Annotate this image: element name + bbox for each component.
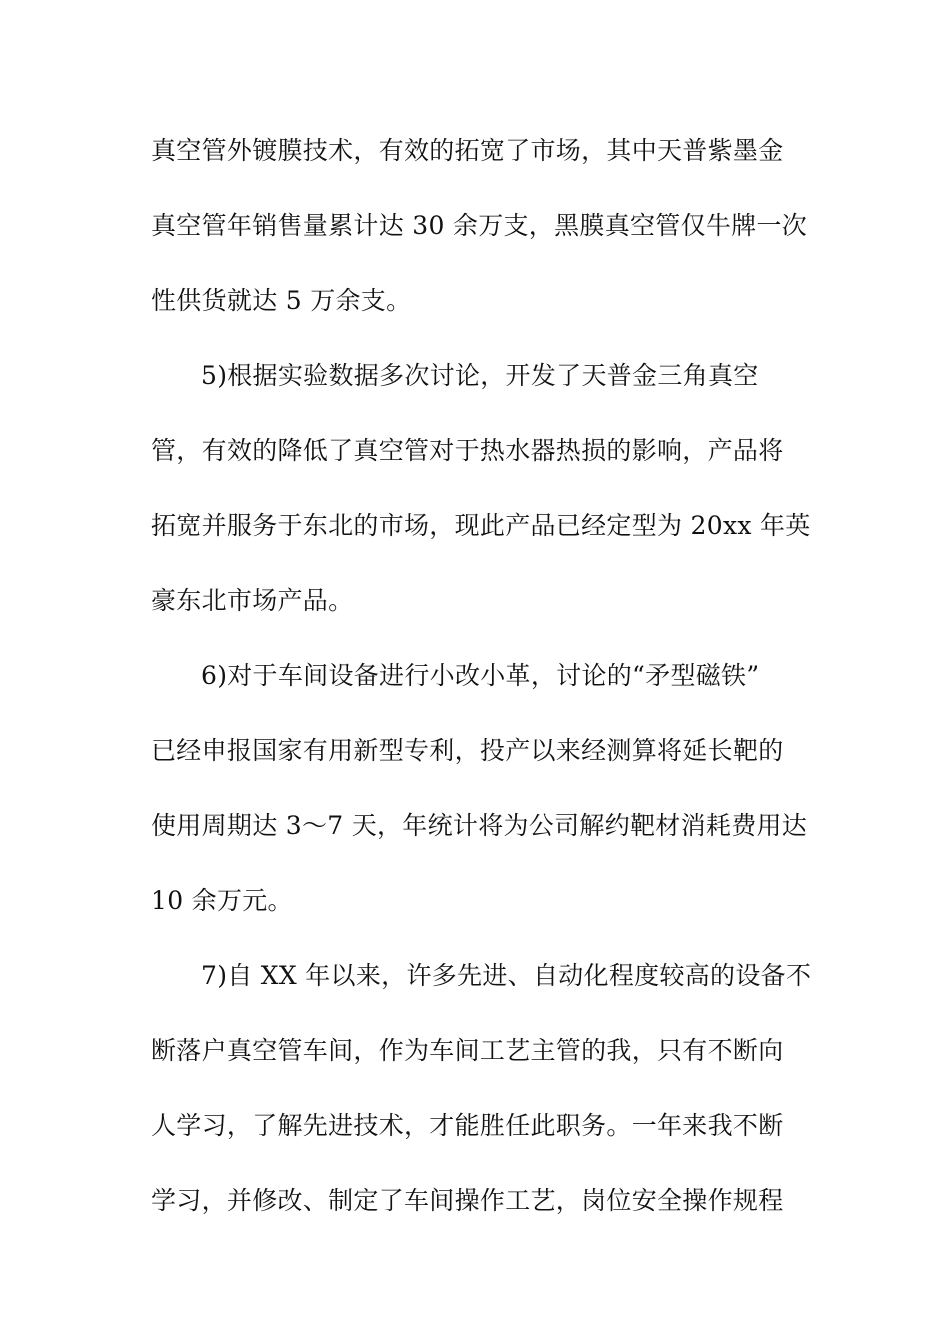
text-line-11: 10 余万元。 bbox=[151, 886, 293, 915]
text-line-8: 6)对于车间设备进行小改小革，讨论的“矛型磁铁” bbox=[201, 661, 760, 690]
text-line-6: 拓宽并服务于东北的市场，现此产品已经定型为 20xx 年英 bbox=[151, 511, 811, 540]
text-line-9: 已经申报国家有用新型专利，投产以来经测算将延长靶的 bbox=[151, 736, 784, 765]
text-line-10: 使用周期达 3～7 天，年统计将为公司解约靶材消耗费用达 bbox=[151, 811, 808, 840]
text-line-2: 真空管年销售量累计达 30 余万支，黑膜真空管仅牛牌一次 bbox=[151, 211, 808, 240]
text-line-1: 真空管外镀膜技术，有效的拓宽了市场，其中天普紫墨金 bbox=[151, 136, 784, 165]
text-line-3: 性供货就达 5 万余支。 bbox=[151, 286, 412, 315]
text-line-4: 5)根据实验数据多次讨论，开发了天普金三角真空 bbox=[201, 361, 759, 390]
text-line-13: 断落户真空管车间，作为车间工艺主管的我，只有不断向 bbox=[151, 1036, 784, 1065]
text-line-5: 管，有效的降低了真空管对于热水器热损的影响，产品将 bbox=[151, 436, 784, 465]
text-line-12: 7)自 XX 年以来，许多先进、自动化程度较高的设备不 bbox=[201, 961, 812, 990]
text-line-15: 学习，并修改、制定了车间操作工艺，岗位安全操作规程 bbox=[151, 1186, 784, 1215]
text-line-14: 人学习，了解先进技术，才能胜任此职务。一年来我不断 bbox=[151, 1111, 784, 1140]
text-line-7: 豪东北市场产品。 bbox=[151, 586, 354, 615]
